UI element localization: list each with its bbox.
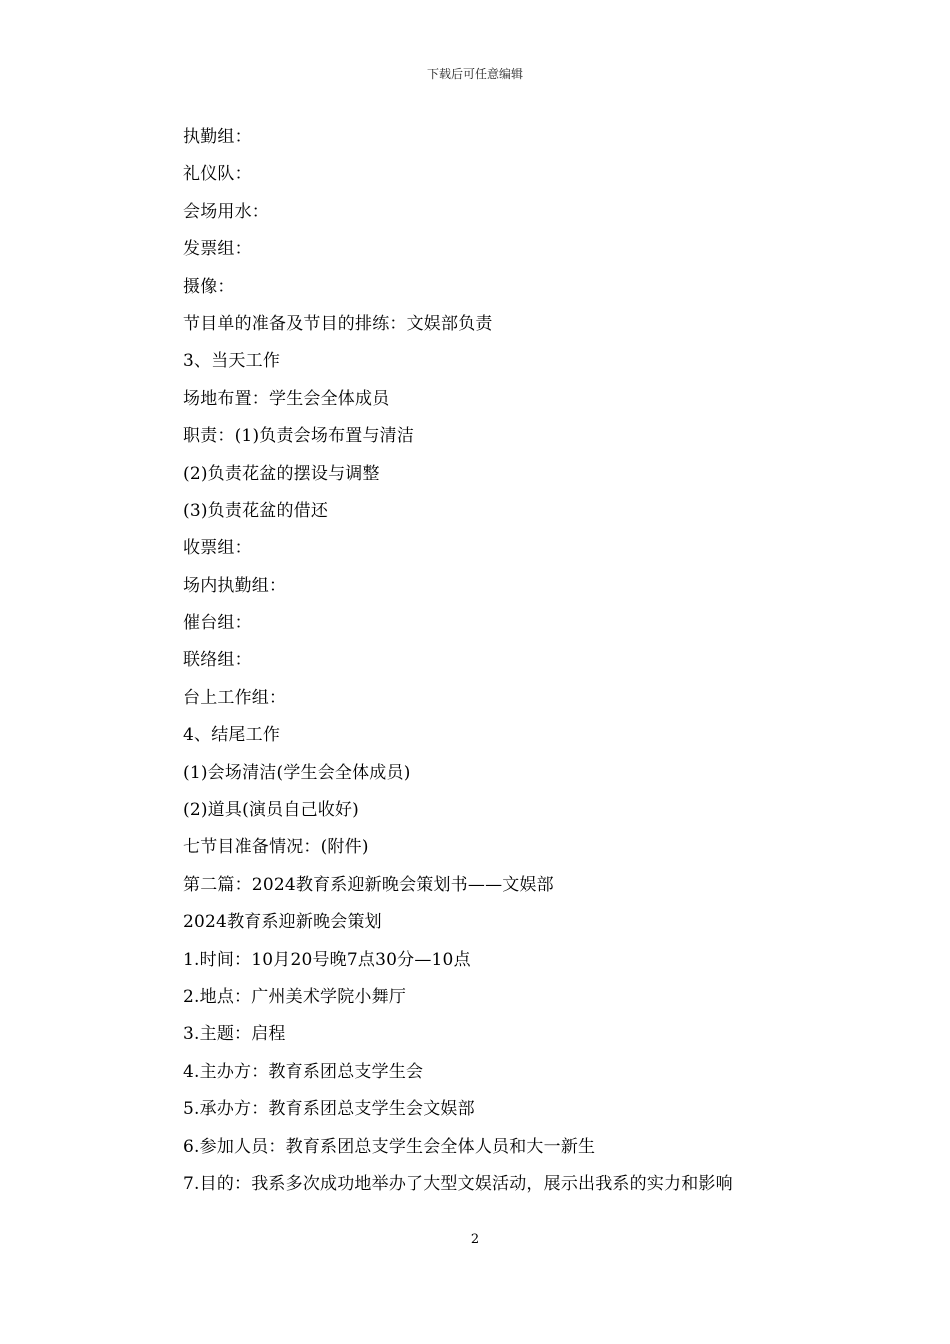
text-line: 收票组：: [183, 538, 252, 559]
text-line: 发票组：: [183, 239, 252, 260]
text-line: (3)负责花盆的借还: [183, 500, 329, 521]
text-line: 5.承办方：教育系团总支学生会文娱部: [183, 1099, 475, 1120]
text-line: 6.参加人员：教育系团总支学生会全体人员和大一新生: [183, 1136, 596, 1157]
text-line: 1.时间：10月20号晚7点30分—10点: [183, 949, 471, 970]
text-line: 礼仪队：: [183, 164, 252, 185]
text-line: 7.目的：我系多次成功地举办了大型文娱活动，展示出我系的实力和影响: [183, 1173, 733, 1194]
text-line: 催台组：: [183, 613, 252, 634]
text-line: (1)会场清洁(学生会全体成员): [183, 762, 411, 783]
section-heading: 3、当天工作: [183, 351, 281, 372]
text-line: 台上工作组：: [183, 687, 287, 708]
text-line: 执勤组：: [183, 127, 252, 147]
text-line: (2)负责花盆的摆设与调整: [183, 463, 380, 484]
text-line: 职责：(1)负责会场布置与清洁: [183, 426, 415, 447]
text-line: 4.主办方：教育系团总支学生会: [183, 1061, 424, 1082]
part-title: 第二篇：2024教育系迎新晚会策划书——文娱部: [183, 874, 554, 895]
text-line: 3.主题：启程: [183, 1024, 286, 1045]
page-header: 下载后可任意编辑: [426, 67, 523, 81]
section-heading: 4、结尾工作: [183, 725, 281, 746]
document-body: [183, 119, 883, 1203]
text-line: 会场用水：: [183, 201, 269, 222]
text-line: 场地布置：学生会全体成员: [183, 388, 390, 409]
text-line: 七节目准备情况：(附件): [183, 837, 369, 858]
text-line: 2.地点：广州美术学院小舞厅: [183, 986, 407, 1007]
page-number: 2: [470, 1232, 480, 1247]
text-line: 场内执勤组：: [183, 575, 287, 596]
text-line: 联络组：: [183, 650, 252, 671]
document-title: 2024教育系迎新晚会策划: [183, 912, 382, 933]
text-line: 节目单的准备及节目的排练：文娱部负责: [183, 313, 493, 334]
text-line: (2)道具(演员自己收好): [183, 800, 359, 821]
text-line: 摄像：: [183, 276, 235, 297]
